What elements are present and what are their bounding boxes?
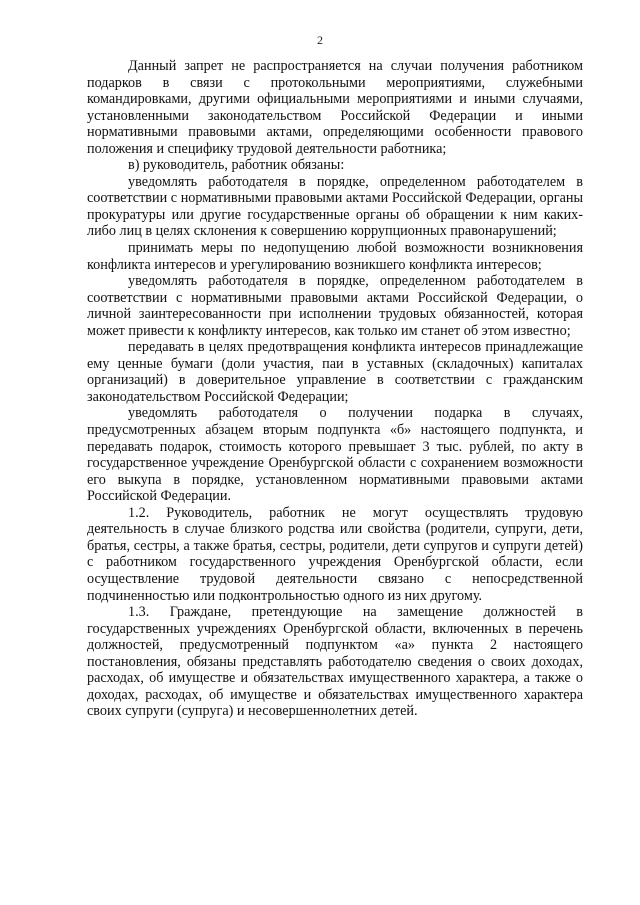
paragraph-notify-personal-interest: уведомлять работодателя в порядке, определенном работодателем в соответствии с нормативными правовыми актами Российской Федерации, о личной заинтересованности при исполнении трудовых обязанностей, которая может привести к конфликту интересов, как только им станет об этом известно; <box>87 273 583 339</box>
paragraph-transfer-securities: передавать в целях предотвращения конфликта интересов принадлежащие ему ценные бумаги (доли участия, паи в уставных (складочных) капиталах организаций) в доверительное управление в соответствии с гражданским законодательством Российской Федерации; <box>87 339 583 405</box>
paragraph-clause-1-3: 1.3. Граждане, претендующие на замещение должностей в государственных учреждениях Оренбургской области, включенных в перечень должностей, предусмотренный подпунктом «а» пункта 2 настоящего постановления, обязаны представлять работодателю сведения о своих доходах, расходах, об имуществе и обязательствах имущественного характера, а также о доходах, расходах, об имуществе и обязательствах имущественного характера своих супруги (супруга) и несовершеннолетних детей. <box>87 604 583 720</box>
paragraph-subitem-v-heading: в) руководитель, работник обязаны: <box>128 157 345 174</box>
document-body <box>87 58 583 720</box>
paragraph-notify-gift: уведомлять работодателя о получении подарка в случаях, предусмотренных абзацем вторым подпункта «б» настоящего подпункта, и передавать подарок, стоимость которого превышает 3 тыс. рублей, по акту в государственное учреждение Оренбургской области с сохранением возможности его выкупа в порядке, установленном нормативными правовыми актами Российской Федерации. <box>87 405 583 505</box>
paragraph-notify-corruption: уведомлять работодателя в порядке, определенном работодателем в соответствии с нормативными правовыми актами Российской Федерации, органы прокуратуры или другие государственные органы об обращении к ним каких-либо лиц в целях склонения к совершению коррупционных правонарушений; <box>87 173 583 240</box>
page-number: 2 <box>317 33 323 47</box>
paragraph-gift-exception: Данный запрет не распространяется на случаи получения работником подарков в связи с протокольными мероприятиями, служебными командировками, другими официальными мероприятиями и иными случаями, установленными законодательством Российской Федерации и иными нормативными правовыми актами, определяющими особенности правового положения и специфику трудовой деятельности работника; <box>87 58 583 157</box>
paragraph-prevent-conflict: принимать меры по недопущению любой возможности возникновения конфликта интересов и урегулированию возникшего конфликта интересов; <box>87 240 583 273</box>
paragraph-clause-1-2: 1.2. Руководитель, работник не могут осуществлять трудовую деятельность в случае близкого родства или свойства (родители, супруги, дети, братья, сестры, а также братья, сестры, родители, дети супругов и супруги детей) с работником государственного учреждения Оренбургской области, если осуществление трудовой деятельности связано с непосредственной подчиненностью или подконтрольностью одного из них другому. <box>87 504 583 604</box>
